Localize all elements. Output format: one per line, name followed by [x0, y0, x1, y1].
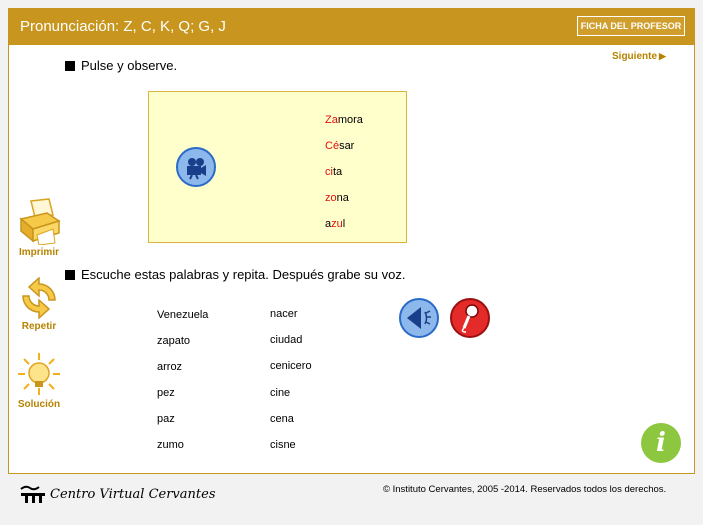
- instruction-2: [65, 267, 405, 282]
- header-bar: [9, 9, 694, 45]
- bullet-icon: [65, 61, 75, 71]
- solution-label: Solución: [17, 399, 61, 410]
- word-item: Zamora: [325, 114, 363, 126]
- print-label: Imprimir: [18, 247, 59, 258]
- cervantes-logo: [20, 485, 216, 503]
- print-button[interactable]: [17, 197, 61, 258]
- page-title: Pronunciación: Z, C, K, Q; G, J: [20, 18, 226, 35]
- list-item: cenicero: [270, 360, 312, 372]
- video-play-button[interactable]: [176, 147, 216, 187]
- teacher-sheet-button[interactable]: FICHA DEL PROFESOR: [577, 16, 685, 36]
- lightbulb-icon: [16, 351, 62, 397]
- repeat-button[interactable]: [17, 277, 61, 332]
- activity-frame: [8, 8, 695, 474]
- list-item: paz: [157, 413, 175, 425]
- word-item: cita: [325, 166, 343, 178]
- instruction-1: [65, 58, 177, 73]
- list-item: zumo: [157, 439, 184, 451]
- solution-button[interactable]: [15, 351, 63, 410]
- logo-text: Centro Virtual Cervantes: [50, 486, 216, 502]
- list-item: pez: [157, 387, 175, 399]
- list-item: zapato: [157, 335, 191, 347]
- cervantes-logo-icon: [20, 485, 46, 503]
- instruction-1-text: Pulse y observe.: [81, 58, 178, 73]
- list-item: cine: [270, 387, 291, 399]
- list-item: cisne: [270, 439, 296, 451]
- list-item: cena: [270, 413, 294, 425]
- record-button[interactable]: [450, 298, 490, 338]
- info-button[interactable]: [641, 423, 681, 463]
- printer-icon: [17, 197, 61, 245]
- video-camera-icon: [184, 156, 208, 180]
- listen-button[interactable]: [399, 298, 439, 338]
- bullet-icon: [65, 270, 75, 280]
- instruction-2-text: Escuche estas palabras y repita. Después grabe su voz.: [81, 267, 406, 282]
- list-item: arroz: [157, 361, 183, 373]
- word-item: César: [325, 140, 355, 152]
- video-panel: [148, 91, 407, 243]
- next-link[interactable]: [612, 51, 666, 62]
- list-item: nacer: [270, 308, 298, 320]
- word-item: zona: [325, 192, 349, 204]
- copyright-text: © Instituto Cervantes, 2005 -2014. Reservados todos los derechos.: [383, 484, 667, 495]
- info-icon: i: [656, 428, 666, 458]
- list-item: ciudad: [270, 334, 303, 346]
- next-label: Siguiente: [612, 51, 658, 62]
- play-arrow-icon: ▶: [659, 51, 666, 61]
- repeat-label: Repetir: [21, 321, 57, 332]
- list-item: Venezuela: [157, 309, 209, 321]
- word-item: azul: [325, 218, 346, 230]
- speaker-icon: [401, 300, 437, 336]
- microphone-icon: [452, 300, 488, 336]
- repeat-icon: [19, 277, 59, 319]
